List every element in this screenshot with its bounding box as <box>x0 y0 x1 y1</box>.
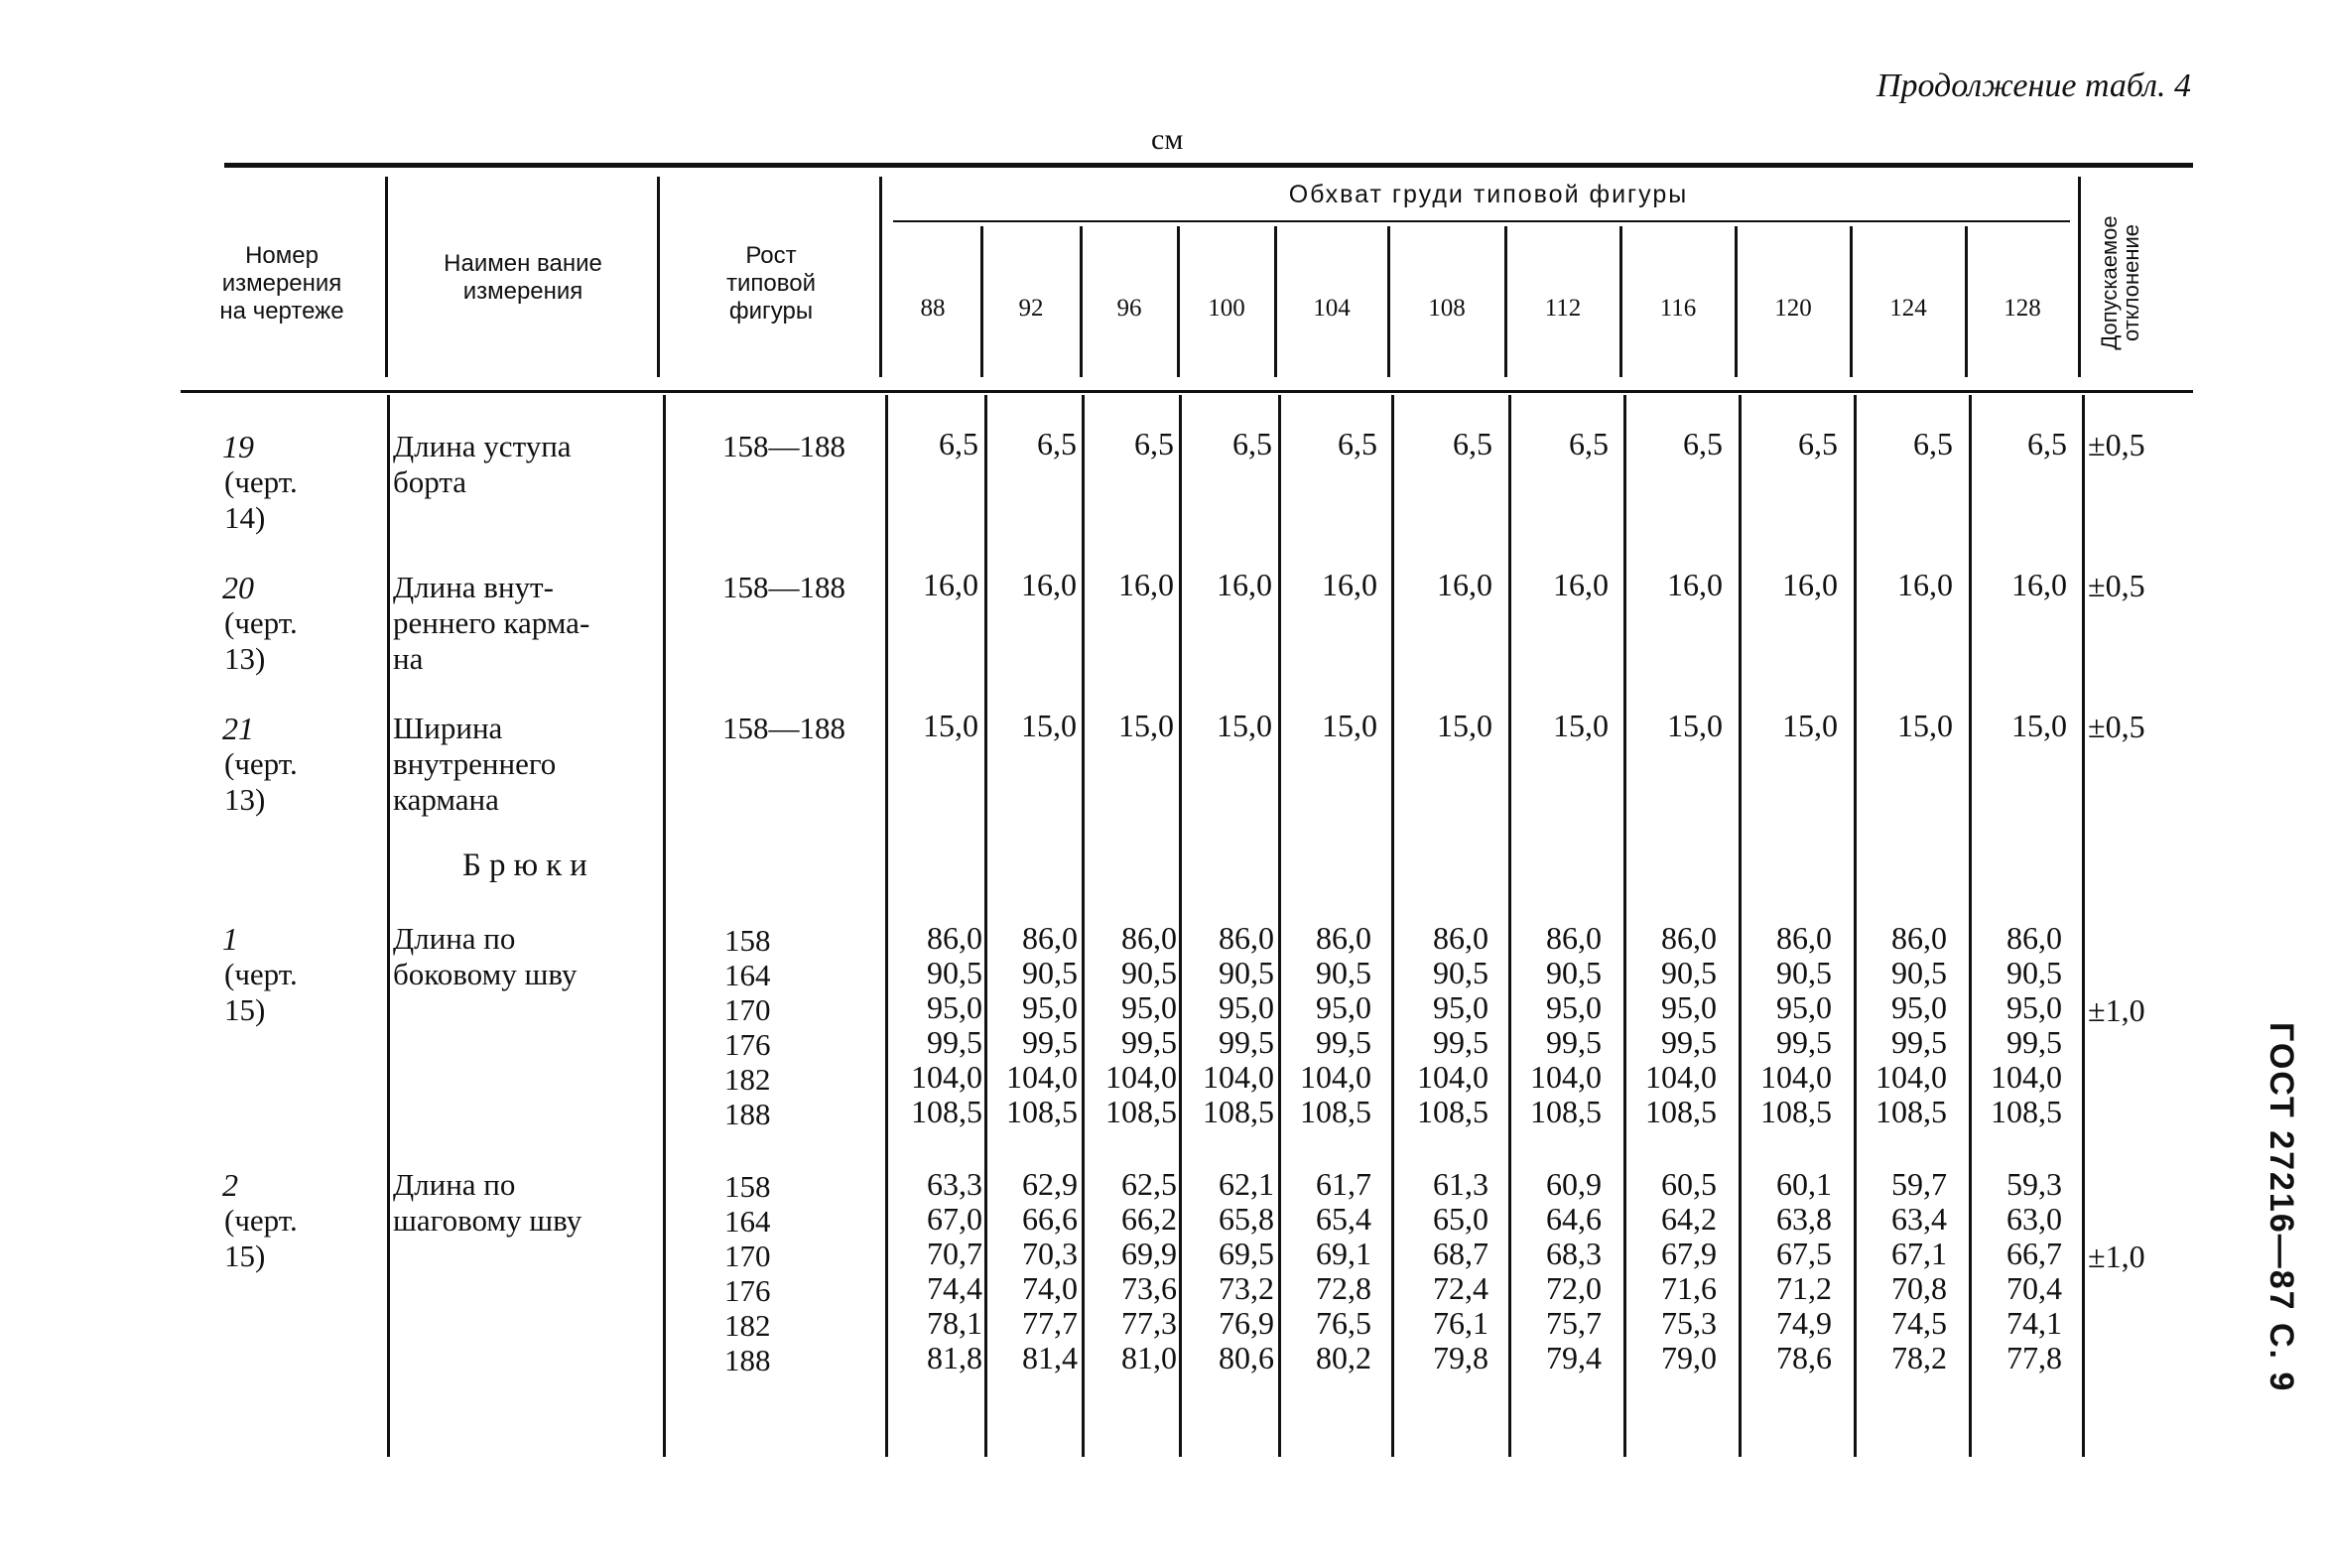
value-cell: 6,5 <box>2027 426 2067 461</box>
value-cell: 15,0 <box>1437 708 1492 743</box>
value-cell: 16,0 <box>1897 567 1953 602</box>
value-cell: 61,3 65,0 68,7 72,4 76,1 79,8 <box>1433 1166 1488 1375</box>
value-cell: 86,0 90,5 95,0 99,5 104,0 108,5 <box>1417 920 1488 1129</box>
row-drawing-ref: (черт. 15) <box>224 957 298 1027</box>
row-number: 19 <box>222 429 254 464</box>
row-tolerance: ±1,0 <box>2088 992 2145 1028</box>
body-divider <box>2082 395 2085 1457</box>
value-cell: 16,0 <box>2011 567 2067 602</box>
header-divider <box>2078 177 2081 377</box>
value-cell: 16,0 <box>1322 567 1377 602</box>
value-cell: 16,0 <box>1782 567 1838 602</box>
value-cell: 6,5 <box>939 426 978 461</box>
chest-size-116: 116 <box>1659 295 1697 322</box>
value-cell: 86,0 90,5 95,0 99,5 104,0 108,5 <box>1645 920 1717 1129</box>
value-cell: 6,5 <box>1913 426 1953 461</box>
value-cell: 63,3 67,0 70,7 74,4 78,1 81,8 <box>927 1166 982 1375</box>
table-continuation-caption: Продолжение табл. 4 <box>1875 67 2191 104</box>
value-cell: 16,0 <box>1437 567 1492 602</box>
chest-size-100: 100 <box>1208 295 1245 322</box>
value-cell: 6,5 <box>1134 426 1174 461</box>
value-cell: 16,0 <box>923 567 978 602</box>
value-cell: 16,0 <box>1118 567 1174 602</box>
value-cell: 15,0 <box>1667 708 1723 743</box>
value-cell: 16,0 <box>1553 567 1609 602</box>
value-cell: 61,7 65,4 69,1 72,8 76,5 80,2 <box>1316 1166 1371 1375</box>
chest-size-128: 128 <box>2004 295 2041 322</box>
value-cell: 86,0 90,5 95,0 99,5 104,0 108,5 <box>1875 920 1947 1129</box>
value-cell: 60,9 64,6 68,3 72,0 75,7 79,4 <box>1546 1166 1602 1375</box>
value-cell: 15,0 <box>1118 708 1174 743</box>
standard-page-label: ГОСТ 27216—87 С. 9 <box>2263 1022 2300 1393</box>
chest-size-92: 92 <box>1018 295 1044 322</box>
value-cell: 15,0 <box>1897 708 1953 743</box>
row-measurement-name: Длина по шаговому шву <box>393 1167 582 1238</box>
header-divider <box>385 177 388 377</box>
value-cell: 15,0 <box>1217 708 1272 743</box>
unit-label: см <box>1151 123 1184 156</box>
row-drawing-ref: (черт. 13) <box>224 605 298 676</box>
header-divider <box>879 177 882 377</box>
value-cell: 86,0 90,5 95,0 99,5 104,0 108,5 <box>1530 920 1602 1129</box>
value-cell: 86,0 90,5 95,0 99,5 104,0 108,5 <box>911 920 982 1129</box>
value-cell: 15,0 <box>1322 708 1377 743</box>
value-cell: 59,3 63,0 66,7 70,4 74,1 77,8 <box>2006 1166 2062 1375</box>
value-cell: 15,0 <box>1021 708 1077 743</box>
header-divider <box>657 177 660 377</box>
row-number: 1 <box>222 921 238 957</box>
value-cell: 16,0 <box>1021 567 1077 602</box>
value-cell: 62,1 65,8 69,5 73,2 76,9 80,6 <box>1219 1166 1274 1375</box>
value-cell: 6,5 <box>1338 426 1377 461</box>
value-cell: 16,0 <box>1217 567 1272 602</box>
value-cell: 59,7 63,4 67,1 70,8 74,5 78,2 <box>1891 1166 1947 1375</box>
row-number: 2 <box>222 1167 238 1203</box>
value-cell: 6,5 <box>1798 426 1838 461</box>
header-chest-girth: Обхват груди типовой фигуры <box>1288 181 1689 208</box>
value-cell: 60,5 64,2 67,9 71,6 75,3 79,0 <box>1661 1166 1717 1375</box>
row-number: 21 <box>222 711 254 746</box>
header-tolerance: Допускаемое отклонение <box>2097 215 2143 350</box>
header-figure-height: Рост типовой фигуры <box>726 242 816 325</box>
row-measurement-name: Длина по боковому шву <box>393 921 578 991</box>
row-heights: 158 164 170 176 182 188 <box>724 1169 771 1377</box>
value-cell: 6,5 <box>1232 426 1272 461</box>
value-cell: 62,5 66,2 69,9 73,6 77,3 81,0 <box>1121 1166 1177 1375</box>
chest-size-120: 120 <box>1774 295 1812 322</box>
header-measurement-number: Номер измерения на чертеже <box>219 242 344 325</box>
value-cell: 86,0 90,5 95,0 99,5 104,0 108,5 <box>1006 920 1078 1129</box>
chest-size-104: 104 <box>1313 295 1351 322</box>
row-tolerance: ±0,5 <box>2088 568 2145 603</box>
chest-size-124: 124 <box>1889 295 1927 322</box>
value-cell: 15,0 <box>1782 708 1838 743</box>
value-cell: 15,0 <box>2011 708 2067 743</box>
row-drawing-ref: (черт. 13) <box>224 746 298 817</box>
value-cell: 6,5 <box>1453 426 1492 461</box>
header-measurement-name: Наимен вание измерения <box>444 250 602 305</box>
value-cell: 86,0 90,5 95,0 99,5 104,0 108,5 <box>1105 920 1177 1129</box>
chest-size-88: 88 <box>920 295 946 322</box>
row-heights: 158 164 170 176 182 188 <box>724 923 771 1131</box>
row-heights: 158—188 <box>722 570 845 604</box>
row-measurement-name: Ширина внутреннего кармана <box>393 711 557 817</box>
value-cell: 15,0 <box>1553 708 1609 743</box>
row-drawing-ref: (черт. 14) <box>224 464 298 535</box>
header-bottom-rule <box>181 390 2193 393</box>
value-cell: 62,9 66,6 70,3 74,0 77,7 81,4 <box>1022 1166 1078 1375</box>
value-cell: 6,5 <box>1683 426 1723 461</box>
section-heading-trousers: Брюки <box>462 848 595 883</box>
row-drawing-ref: (черт. 15) <box>224 1203 298 1273</box>
value-cell: 6,5 <box>1037 426 1077 461</box>
body-divider <box>663 395 666 1457</box>
row-tolerance: ±0,5 <box>2088 709 2145 744</box>
chest-size-108: 108 <box>1428 295 1466 322</box>
value-cell: 60,1 63,8 67,5 71,2 74,9 78,6 <box>1776 1166 1832 1375</box>
row-heights: 158—188 <box>722 429 845 463</box>
value-cell: 86,0 90,5 95,0 99,5 104,0 108,5 <box>1991 920 2062 1129</box>
value-cell: 15,0 <box>923 708 978 743</box>
value-cell: 86,0 90,5 95,0 99,5 104,0 108,5 <box>1760 920 1832 1129</box>
row-measurement-name: Длина внут- реннего карма- на <box>393 570 590 676</box>
table-top-rule <box>224 163 2193 168</box>
row-tolerance: ±1,0 <box>2088 1239 2145 1274</box>
value-cell: 16,0 <box>1667 567 1723 602</box>
row-tolerance: ±0,5 <box>2088 427 2145 462</box>
chest-group-rule <box>893 220 2070 222</box>
row-heights: 158—188 <box>722 711 845 745</box>
chest-size-96: 96 <box>1116 295 1142 322</box>
value-cell: 86,0 90,5 95,0 99,5 104,0 108,5 <box>1300 920 1371 1129</box>
chest-size-112: 112 <box>1544 295 1582 322</box>
body-divider <box>1391 395 1394 1457</box>
body-divider <box>387 395 390 1457</box>
value-cell: 86,0 90,5 95,0 99,5 104,0 108,5 <box>1203 920 1274 1129</box>
row-measurement-name: Длина уступа борта <box>393 429 572 499</box>
body-divider <box>885 395 888 1457</box>
value-cell: 6,5 <box>1569 426 1609 461</box>
row-number: 20 <box>222 570 254 605</box>
